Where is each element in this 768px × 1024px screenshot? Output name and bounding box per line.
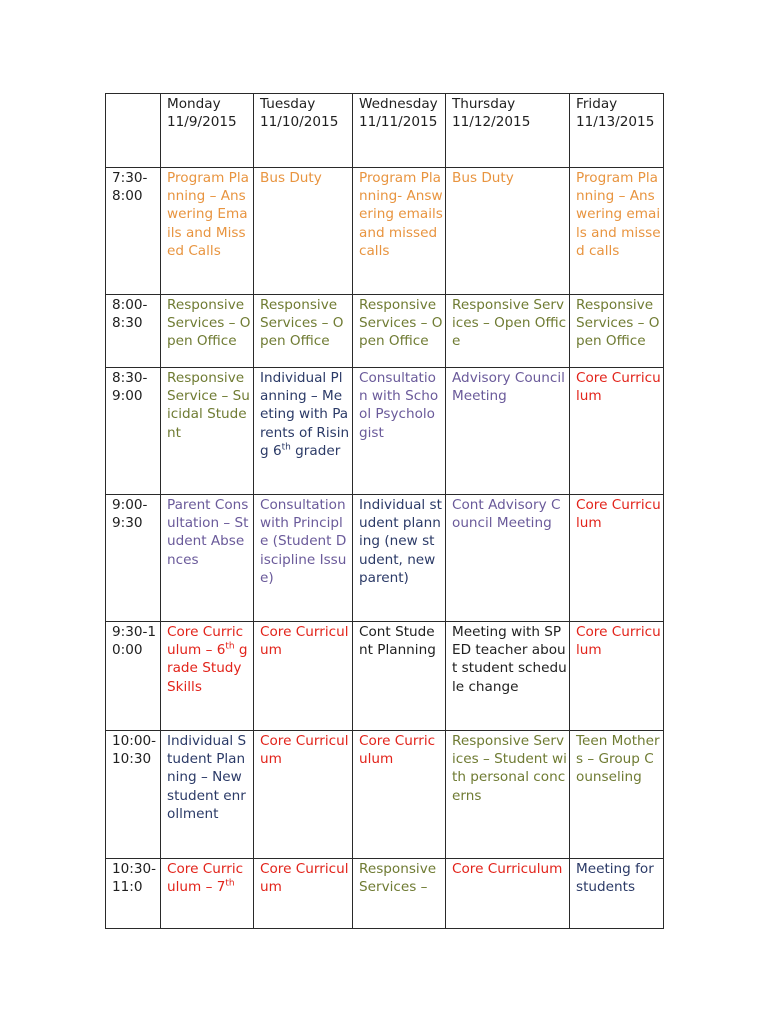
activity-cell bbox=[161, 168, 254, 295]
activity-text: Responsive Services – Student with personal concerns bbox=[452, 733, 567, 804]
activity-text: Core Curriculum – 7 bbox=[167, 861, 244, 896]
day-date: 11/12/2015 bbox=[452, 114, 531, 131]
activity-cell bbox=[254, 495, 353, 622]
activity-cell bbox=[570, 622, 664, 731]
activity-cell bbox=[446, 859, 570, 929]
schedule-row bbox=[106, 622, 664, 731]
activity-text: Program Planning – Answering Emails and Missed Calls bbox=[167, 170, 249, 259]
activity-text: Consultation with Principle (Student Discipline Issue) bbox=[260, 497, 347, 586]
activity-cell bbox=[353, 495, 446, 622]
time-slot: 9:00-9:30 bbox=[106, 495, 161, 622]
schedule-table bbox=[105, 93, 664, 929]
activity-text: Individual Student Planning – New student enrollment bbox=[167, 733, 247, 822]
day-header-wednesday bbox=[353, 94, 446, 168]
activity-cell bbox=[254, 295, 353, 368]
activity-text: Responsive Services – Open Office bbox=[167, 297, 251, 350]
activity-cell bbox=[446, 368, 570, 495]
activity-cell bbox=[353, 859, 446, 929]
activity-cell bbox=[254, 168, 353, 295]
activity-text: Program Planning- Answering emails and missed calls bbox=[359, 170, 443, 259]
activity-text: Cont Advisory Council Meeting bbox=[452, 497, 561, 532]
activity-cell bbox=[161, 495, 254, 622]
activity-cell bbox=[446, 295, 570, 368]
activity-text: Parent Consultation – Student Absences bbox=[167, 497, 249, 568]
activity-text: Core Curriculum bbox=[452, 861, 563, 877]
activity-text: Meeting for students bbox=[576, 861, 654, 896]
activity-text: Cont Student Planning bbox=[359, 624, 436, 659]
activity-text: Bus Duty bbox=[260, 170, 322, 186]
time-slot: 10:30-11:0 bbox=[106, 859, 161, 929]
schedule-body bbox=[106, 94, 664, 929]
activity-text: Consultation with School Psychologist bbox=[359, 370, 439, 441]
activity-cell bbox=[570, 168, 664, 295]
schedule-row bbox=[106, 495, 664, 622]
activity-text: Core Curriculum bbox=[576, 497, 661, 532]
activity-cell bbox=[161, 295, 254, 368]
day-date: 11/10/2015 bbox=[260, 114, 339, 131]
activity-cell bbox=[161, 859, 254, 929]
activity-cell bbox=[353, 368, 446, 495]
activity-cell bbox=[570, 731, 664, 859]
activity-cell bbox=[570, 495, 664, 622]
activity-text: Meeting with SPED teacher about student schedule change bbox=[452, 624, 567, 695]
activity-text: Core Curriculum – 6 bbox=[167, 624, 244, 659]
activity-text: Individual Planning – Meeting with Parents of Rising 6 bbox=[260, 370, 350, 459]
activity-text: Program Planning – Answering emails and missed calls bbox=[576, 170, 661, 259]
day-header-monday bbox=[161, 94, 254, 168]
schedule-row bbox=[106, 168, 664, 295]
ordinal-suffix: th bbox=[225, 641, 235, 652]
activity-text: Responsive Services – Open Office bbox=[260, 297, 344, 350]
schedule-row bbox=[106, 295, 664, 368]
activity-text: Advisory Council Meeting bbox=[452, 370, 565, 405]
activity-text: Bus Duty bbox=[452, 170, 514, 186]
activity-cell bbox=[254, 622, 353, 731]
activity-text: Teen Mothers – Group Counseling bbox=[576, 733, 660, 786]
activity-text: Core Curriculum bbox=[576, 624, 661, 659]
activity-text-continued: grader bbox=[290, 442, 341, 459]
activity-text: Core Curriculum bbox=[260, 733, 349, 768]
activity-cell bbox=[161, 622, 254, 731]
schedule-row bbox=[106, 859, 664, 929]
time-slot: 8:00-8:30 bbox=[106, 295, 161, 368]
activity-cell bbox=[353, 168, 446, 295]
day-name: Tuesday bbox=[260, 96, 316, 112]
activity-text: Responsive Services – bbox=[359, 861, 437, 896]
schedule-row bbox=[106, 731, 664, 859]
header-row bbox=[106, 94, 664, 168]
activity-cell bbox=[353, 622, 446, 731]
activity-cell bbox=[570, 368, 664, 495]
activity-text: Individual student planning (new student, new parent) bbox=[359, 497, 442, 586]
activity-cell bbox=[254, 859, 353, 929]
activity-cell bbox=[254, 368, 353, 495]
activity-cell bbox=[446, 495, 570, 622]
ordinal-suffix: th bbox=[281, 442, 291, 453]
day-header-friday bbox=[570, 94, 664, 168]
activity-cell bbox=[353, 295, 446, 368]
activity-text: Core Curriculum bbox=[260, 624, 349, 659]
day-date: 11/9/2015 bbox=[167, 114, 237, 131]
activity-cell bbox=[446, 622, 570, 731]
time-slot: 9:30-10:00 bbox=[106, 622, 161, 731]
activity-cell bbox=[161, 731, 254, 859]
activity-text: Responsive Services – Open Office bbox=[576, 297, 660, 350]
activity-text-continued: grade Study Skills bbox=[167, 642, 248, 695]
activity-text: Responsive Services – Open Office bbox=[452, 297, 567, 350]
day-name: Monday bbox=[167, 96, 221, 112]
activity-cell bbox=[446, 731, 570, 859]
time-slot: 10:00-10:30 bbox=[106, 731, 161, 859]
time-slot: 7:30-8:00 bbox=[106, 168, 161, 295]
activity-cell bbox=[254, 731, 353, 859]
day-date: 11/11/2015 bbox=[359, 114, 438, 131]
day-header-tuesday bbox=[254, 94, 353, 168]
activity-text: Core Curriculum bbox=[260, 861, 349, 896]
activity-cell bbox=[446, 168, 570, 295]
schedule-row bbox=[106, 368, 664, 495]
day-name: Thursday bbox=[452, 96, 516, 112]
corner-cell bbox=[106, 94, 161, 168]
activity-cell bbox=[570, 295, 664, 368]
day-date: 11/13/2015 bbox=[576, 114, 655, 131]
activity-cell bbox=[353, 731, 446, 859]
time-slot: 8:30-9:00 bbox=[106, 368, 161, 495]
day-header-thursday bbox=[446, 94, 570, 168]
activity-cell bbox=[570, 859, 664, 929]
activity-text: Core Curriculum bbox=[576, 370, 661, 405]
activity-text: Core Curriculum bbox=[359, 733, 436, 768]
activity-text: Responsive Service – Suicidal Student bbox=[167, 370, 250, 441]
day-name: Wednesday bbox=[359, 96, 438, 112]
ordinal-suffix: th bbox=[225, 878, 235, 889]
activity-text: Responsive Services – Open Office bbox=[359, 297, 443, 350]
day-name: Friday bbox=[576, 96, 618, 112]
activity-cell bbox=[161, 368, 254, 495]
